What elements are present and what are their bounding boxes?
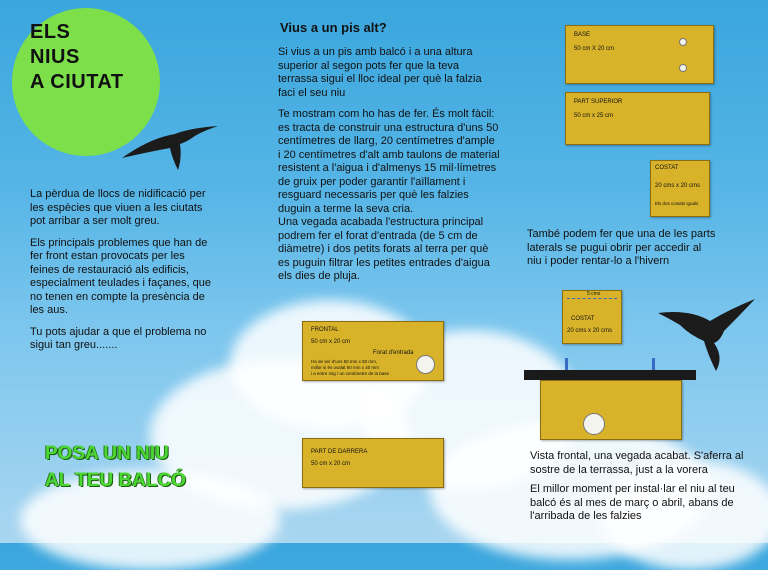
page-title xyxy=(30,20,124,95)
panel-size: 20 cms x 20 cms xyxy=(655,183,701,189)
panel-size: 50 cm x 20 cm xyxy=(311,461,351,467)
panel-size: 20 cms x 20 cms xyxy=(567,328,613,334)
paragraph: També podem fer que una de les parts laterals se pugui obrir per accedir al niu i poder rentar-lo a l'hivern xyxy=(527,228,716,267)
drain-hole xyxy=(679,38,687,46)
panel-note: i a entre mig / un centímetre de la base xyxy=(311,371,390,376)
panel-size: 50 cm x 25 cm xyxy=(574,113,614,119)
paragraph: Vista frontal, una vegada acabat. S'aferra al sostre de la terrassa, just a la vorera xyxy=(530,450,744,476)
panel-name: COSTAT xyxy=(571,316,595,322)
side-panel xyxy=(650,160,710,217)
paragraph: La pèrdua de llocs de nidificació per les espècies que viuen a les ciutats pot arribar a ser molt greu. xyxy=(30,188,206,227)
panel-name: PART DE DARRERA xyxy=(311,449,368,455)
opening-side-panel xyxy=(562,290,622,344)
mount-post xyxy=(565,358,568,370)
entrance-hole xyxy=(416,355,435,374)
title-line: NIUS xyxy=(30,46,80,68)
panel-note: Ha de ser d'uns 50 mm x 50 mm, xyxy=(311,359,378,364)
slogan-line: POSA UN NIU xyxy=(45,443,169,464)
section-heading: Vius a un pis alt? xyxy=(280,20,387,35)
panel-size: 50 cm X 20 cm xyxy=(574,46,615,52)
middle-text xyxy=(278,46,500,292)
panel-name: FRONTAL xyxy=(311,327,339,333)
paragraph: Si vius a un pis amb balcó i a una altura superior al segon pots fer que la teva terrassa sigui el lloc ideal per què la falzia faci el seu niu xyxy=(278,46,482,99)
panel-note: millor si és ovalat 60 mm x 40 mm xyxy=(311,365,380,370)
top-panel xyxy=(565,92,710,145)
hinge-line xyxy=(567,298,617,299)
panel-size: 50 cm x 20 cm xyxy=(311,339,351,345)
paragraph: Tu pots ajudar a que el problema no sigui tan greu....... xyxy=(30,325,207,351)
swift-bird-icon xyxy=(650,295,760,375)
entrance-label: Forat d'entrada xyxy=(373,350,414,356)
title-line: A CIUTAT xyxy=(30,71,124,93)
paragraph: Els principals problemes que han de fer front estan provocats per les feines de restauració als edificis, especialment teulades i façanes, que no tenen en compte la presència de les aus. xyxy=(30,236,212,316)
panel-name: BASE xyxy=(574,32,591,38)
paragraph: Una vegada acabada l'estructura principal podrem fer el forat d'entrada (de 5 cm de diàmetre) i dos petits forats al terra per què es puguin filtrar les petites entrades d'aigua els dies de pluja. xyxy=(278,216,490,282)
panel-name: COSTAT xyxy=(655,165,679,171)
entrance-hole xyxy=(583,413,605,435)
base-panel xyxy=(565,25,714,84)
assembled-nest-front xyxy=(540,380,682,440)
drain-hole xyxy=(679,64,687,72)
right-text-1 xyxy=(527,228,717,277)
swift-bird-icon xyxy=(120,118,230,174)
panel-name: PART SUPERIOR xyxy=(574,99,623,105)
frontal-panel xyxy=(302,321,444,381)
paragraph: El millor moment per instal·lar el niu al teu balcó és al mes de març o abril, abans de l'arribada de les falzies xyxy=(530,483,735,522)
slogan xyxy=(45,440,186,494)
title-line: ELS xyxy=(30,21,71,43)
right-text-2 xyxy=(530,450,745,532)
paragraph: Te mostram com ho has de fer. És molt fàcil: es tracta de construir una estructura d'uns 50 centímetres de llarg, 20 centímetres d'ample i 20 centímetres d'alt amb taulons de material resistent a l'aigua i d'almenys 15 mil·límetres de gruix per poder garantir l'aïllament i resguard necessaris per què les falzies duguin a terme la seva cria. xyxy=(278,108,500,215)
left-text xyxy=(30,188,215,361)
panel-note: Els dos costats iguals xyxy=(655,201,699,206)
panel-dimension: 5 cms xyxy=(587,291,601,297)
back-panel xyxy=(302,438,444,488)
slogan-line: AL TEU BALCÓ xyxy=(45,470,187,491)
